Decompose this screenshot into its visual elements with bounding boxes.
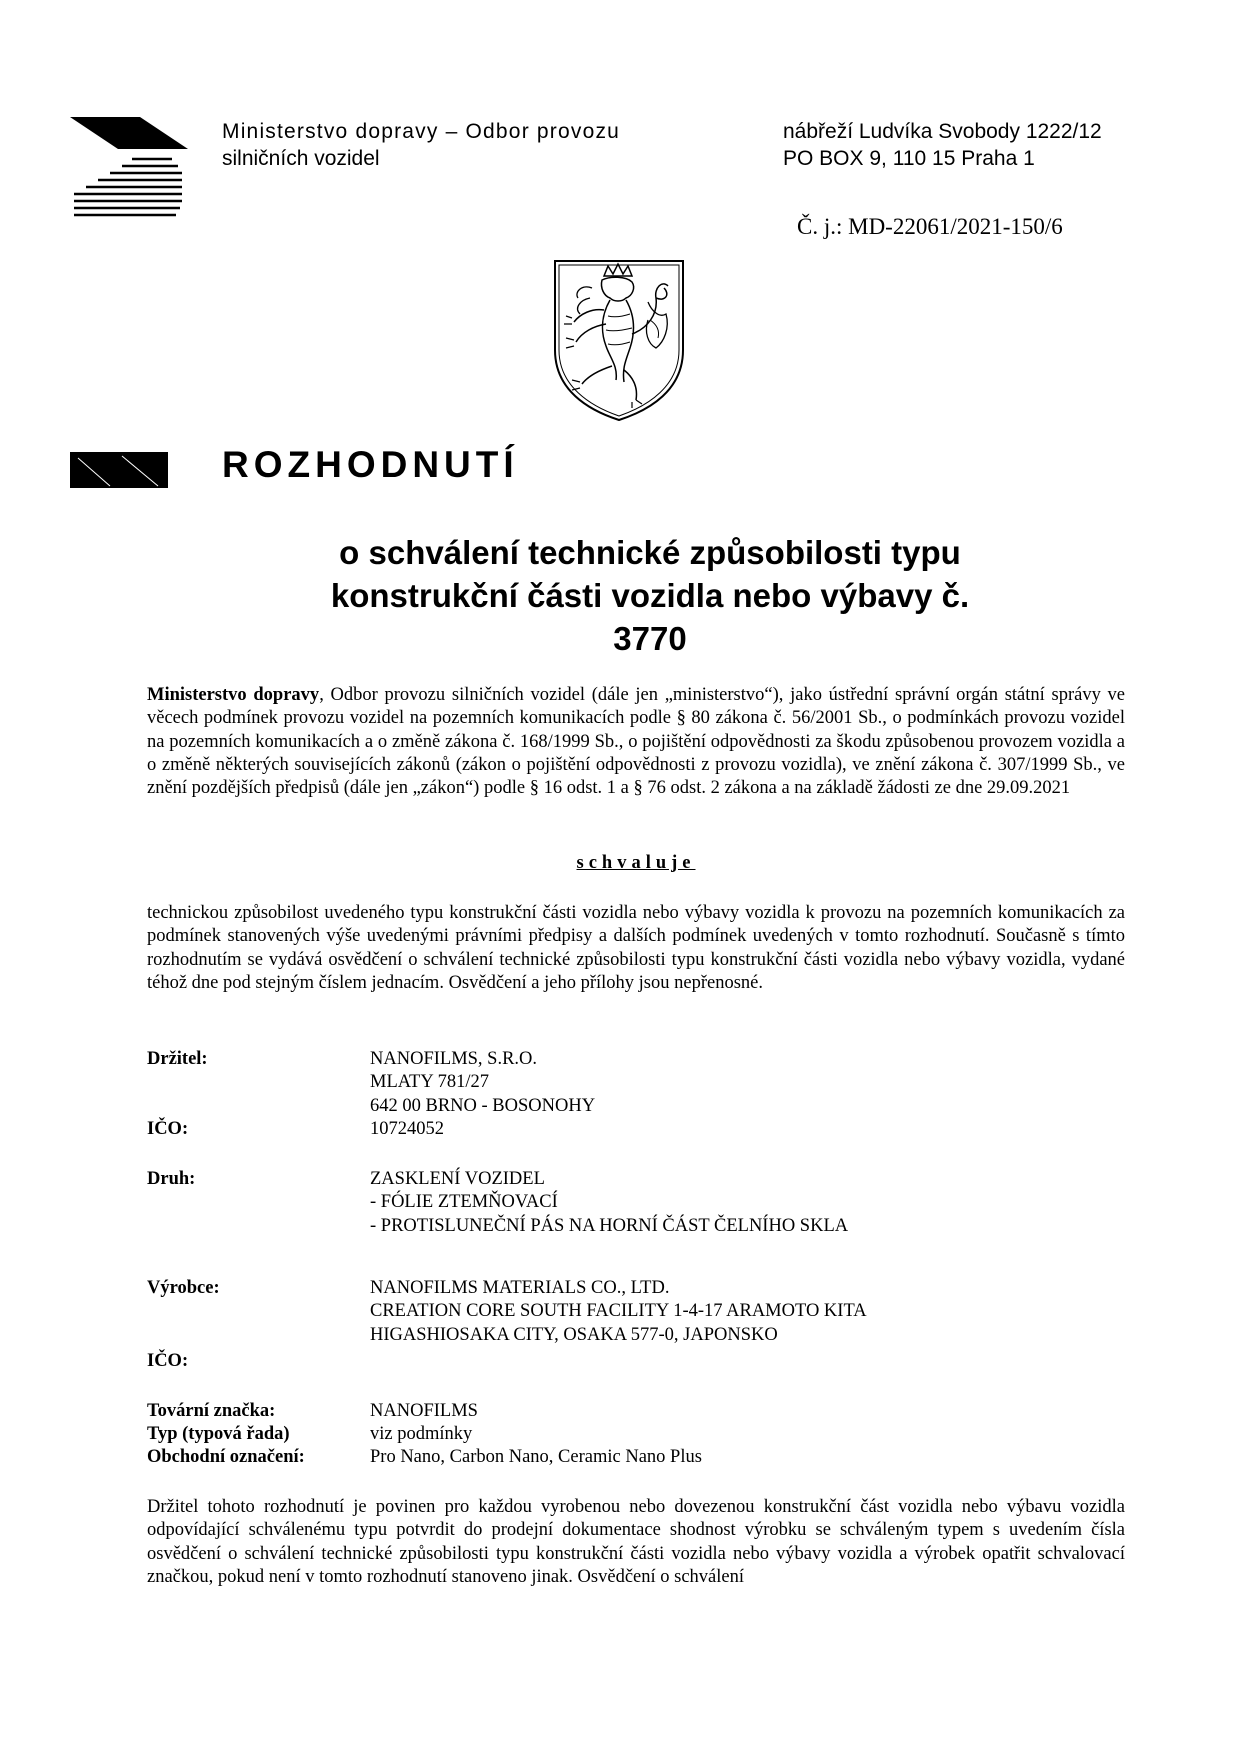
page-title: ROZHODNUTÍ [222, 444, 519, 485]
holder-street: MLATY 781/27 [370, 1072, 490, 1093]
holder-ico-value: 10724052 [370, 1119, 444, 1139]
subtitle-line3: 3770 [613, 620, 687, 657]
manufacturer-name: NANOFILMS MATERIALS CO., LTD. [370, 1278, 670, 1298]
reference-number: Č. j.: MD-22061/2021-150/6 [797, 214, 1063, 239]
title-bar-graphic [70, 452, 168, 488]
type-value: viz podmínky [370, 1424, 473, 1444]
closing-paragraph: Držitel tohoto rozhodnutí je povinen pro každou vyrobenou nebo dovezenou konstrukční část vozidla nebo výbavu vozidla odpovídající schválenému typu potvrdit do prodejní dokumentace shodnost výrobku se schváleným typem s uvedením čísla osvědčení o schválení technické způsobilosti typu konstrukční části vozidla nebo výbavy vozidla a výrobek opatřit schvalovací značkou, pokud není v tomto rozhodnutí stanoveno jinak. Osvědčení o schválení [147, 1497, 1125, 1587]
trade-name-value: Pro Nano, Carbon Nano, Ceramic Nano Plus [370, 1447, 702, 1467]
kind-line1: ZASKLENÍ VOZIDEL [370, 1169, 545, 1189]
manufacturer-details [370, 1277, 867, 1347]
coat-of-arms-emblem [552, 258, 686, 422]
holder-ico-label: IČO: [147, 1119, 189, 1139]
kind-line2: - FÓLIE ZTEMŇOVACÍ [370, 1192, 558, 1213]
header-org-line2: silničních vozidel [222, 147, 380, 170]
brand-value: NANOFILMS [370, 1401, 478, 1421]
approves-heading: schvaluje [576, 853, 696, 873]
intro-paragraph [147, 684, 1125, 800]
holder-city: 642 00 BRNO - BOSONOHY [370, 1095, 596, 1116]
trade-name-label: Obchodní označení: [147, 1447, 305, 1467]
kind-line3: - PROTISLUNEČNÍ PÁS NA HORNÍ ČÁST ČELNÍHO SKLA [370, 1215, 849, 1236]
decision-subtitle [150, 531, 1150, 660]
holder-details [370, 1048, 595, 1118]
kind-details [370, 1168, 848, 1238]
ministry-logo [70, 117, 210, 219]
manufacturer-ico-label: IČO: [147, 1351, 189, 1371]
header-address-line2: PO BOX 9, 110 15 Praha 1 [783, 147, 1035, 170]
manufacturer-street: CREATION CORE SOUTH FACILITY 1-4-17 ARAMOTO KITA [370, 1301, 867, 1322]
holder-label: Držitel: [147, 1049, 208, 1069]
intro-bold-lead: Ministerstvo dopravy [147, 685, 320, 705]
manufacturer-label: Výrobce: [147, 1278, 220, 1298]
type-label: Typ (typová řada) [147, 1424, 290, 1444]
subtitle-line1: o schválení technické způsobilosti typu [339, 534, 961, 571]
intro-text: , Odbor provozu silničních vozidel (dále jen „ministerstvo“), jako ústřední správní orgán státní správy ve věcech podmínek provozu vozidel na pozemních komunikacích podle § 80 zákona č. 56/2001 Sb., o podmínkách provozu vozidel na pozemních komunikacích a o změně zákona č. 168/1999 Sb., o pojištění odpovědnosti za škodu způsobenou provozem vozidla a o změně některých souvisejících zákonů (zákon o pojištění odpovědnosti z provozu vozidla), ve znění zákona č. 307/1999 Sb., ve znění pozdějších předpisů (dále jen „zákon“) podle § 16 odst. 1 a § 76 odst. 2 zákona a na základě žádosti ze dne 29.09.2021 [147, 685, 1125, 799]
header-organization [222, 118, 620, 172]
approval-paragraph: technickou způsobilost uvedeného typu konstrukční části vozidla nebo výbavy vozidla k provozu na pozemních komunikacích za podmínek stanovených výše uvedenými právními předpisy a dalších podmínek uvedených v tomto rozhodnutí. Současně s tímto rozhodnutím se vydává osvědčení o schválení technické způsobilosti typu konstrukční části vozidla nebo výbavy vozidla, vydané téhož dne pod stejným číslem jednacím. Osvědčení a jeho přílohy jsou nepřenosné. [147, 903, 1125, 993]
holder-name: NANOFILMS, S.R.O. [370, 1049, 538, 1069]
kind-label: Druh: [147, 1169, 196, 1189]
header-address [783, 118, 1102, 172]
brand-label: Tovární značka: [147, 1401, 276, 1421]
header-address-line1: nábřeží Ludvíka Svobody 1222/12 [783, 120, 1102, 143]
subtitle-line2: konstrukční části vozidla nebo výbavy č. [330, 577, 970, 614]
header-org-line1: Ministerstvo dopravy – Odbor provozu [222, 120, 621, 143]
manufacturer-city: HIGASHIOSAKA CITY, OSAKA 577-0, JAPONSKO [370, 1324, 778, 1345]
